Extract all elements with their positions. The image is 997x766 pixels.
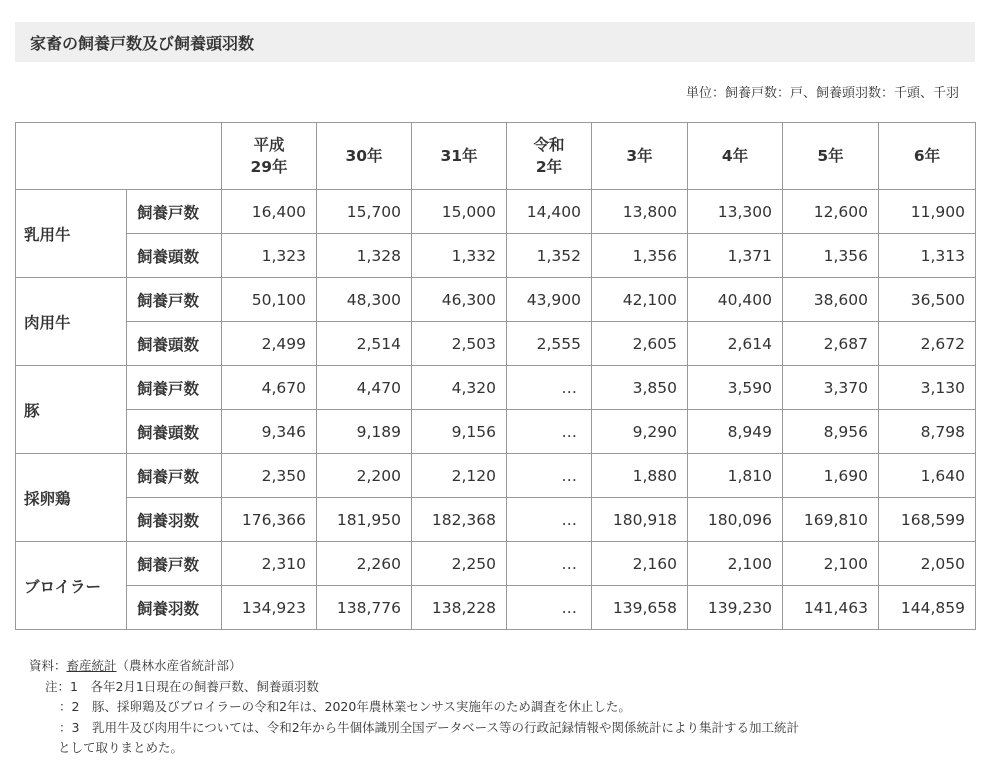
- metric-label: 飼養頭数: [127, 322, 222, 366]
- table-cell: 3,130: [879, 366, 976, 410]
- table-cell: 1,352: [507, 234, 592, 278]
- table-cell: 4,470: [317, 366, 412, 410]
- metric-label: 飼養頭数: [127, 410, 222, 454]
- table-cell: 11,900: [879, 190, 976, 234]
- table-cell: 15,700: [317, 190, 412, 234]
- table-row: [16, 366, 976, 410]
- header-year: 4年: [688, 123, 783, 190]
- table-cell: 139,230: [688, 586, 783, 630]
- table-cell: 180,918: [592, 498, 688, 542]
- table-cell: 36,500: [879, 278, 976, 322]
- metric-label: 飼養戸数: [127, 454, 222, 498]
- category-label: 乳用牛: [16, 190, 127, 278]
- table-cell: 1,690: [783, 454, 879, 498]
- livestock-table: [15, 122, 976, 630]
- table-row: [16, 410, 976, 454]
- table-cell: 2,100: [688, 542, 783, 586]
- metric-label: 飼養頭数: [127, 234, 222, 278]
- table-cell: 1,880: [592, 454, 688, 498]
- table-cell: 2,200: [317, 454, 412, 498]
- header-corner: [16, 123, 222, 190]
- table-cell: 1,356: [783, 234, 879, 278]
- table-cell: 8,956: [783, 410, 879, 454]
- table-cell: 9,156: [412, 410, 507, 454]
- source-prefix: 資料：: [29, 658, 67, 673]
- table-cell: 144,859: [879, 586, 976, 630]
- table-cell: 181,950: [317, 498, 412, 542]
- category-label: 豚: [16, 366, 127, 454]
- table-cell: 182,368: [412, 498, 507, 542]
- table-cell: 9,189: [317, 410, 412, 454]
- table-cell: 2,499: [222, 322, 317, 366]
- table-cell: 2,350: [222, 454, 317, 498]
- table-row: [16, 190, 976, 234]
- header-year: 3年: [592, 123, 688, 190]
- metric-label: 飼養戸数: [127, 542, 222, 586]
- table-cell: 3,370: [783, 366, 879, 410]
- table-cell: 9,346: [222, 410, 317, 454]
- table-cell: 139,658: [592, 586, 688, 630]
- header-year: 5年: [783, 123, 879, 190]
- metric-label: 飼養戸数: [127, 278, 222, 322]
- table-row: [16, 454, 976, 498]
- category-label: 採卵鶏: [16, 454, 127, 542]
- table-row: [16, 542, 976, 586]
- table-cell: 8,798: [879, 410, 976, 454]
- footnotes: [29, 656, 799, 759]
- table-row: [16, 278, 976, 322]
- metric-label: 飼養羽数: [127, 586, 222, 630]
- table-cell: 176,366: [222, 498, 317, 542]
- table-cell: 180,096: [688, 498, 783, 542]
- unit-note: 単位：飼養戸数：戸、飼養頭羽数：千頭、千羽: [685, 86, 959, 101]
- table-cell: 1,332: [412, 234, 507, 278]
- table-cell: 2,050: [879, 542, 976, 586]
- source-line: [29, 656, 799, 677]
- table-cell: 40,400: [688, 278, 783, 322]
- header-year: 6年: [879, 123, 976, 190]
- table-cell: 12,600: [783, 190, 879, 234]
- header-year: 30年: [317, 123, 412, 190]
- table-cell: …: [507, 586, 592, 630]
- table-cell: 1,810: [688, 454, 783, 498]
- table-cell: 2,687: [783, 322, 879, 366]
- page-title: 家畜の飼養戸数及び飼養頭羽数: [30, 33, 255, 53]
- table-cell: 2,250: [412, 542, 507, 586]
- table-cell: 2,605: [592, 322, 688, 366]
- table-row: [16, 586, 976, 630]
- table-cell: 2,160: [592, 542, 688, 586]
- table-row: [16, 498, 976, 542]
- table-cell: 14,400: [507, 190, 592, 234]
- header-year: 31年: [412, 123, 507, 190]
- table-cell: 1,640: [879, 454, 976, 498]
- table-cell: 2,672: [879, 322, 976, 366]
- note-3: ：3 乳用牛及び肉用牛については、令和2年から牛個体識別全国データベース等の行政記録情報や関係統計により集計する加工統計: [59, 719, 800, 735]
- table-cell: 3,590: [688, 366, 783, 410]
- note-1: 注：1 各年2月1日現在の飼養戸数、飼養頭羽数: [45, 678, 319, 694]
- table-cell: …: [507, 410, 592, 454]
- table-row: [16, 322, 976, 366]
- table-row: [16, 234, 976, 278]
- table-cell: 50,100: [222, 278, 317, 322]
- source-suffix: （農林水産省統計部）: [116, 658, 242, 673]
- table-cell: 138,228: [412, 586, 507, 630]
- table-cell: 46,300: [412, 278, 507, 322]
- category-label: ブロイラー: [16, 542, 127, 630]
- table-cell: 48,300: [317, 278, 412, 322]
- table-cell: 168,599: [879, 498, 976, 542]
- table-cell: 2,514: [317, 322, 412, 366]
- table-cell: 43,900: [507, 278, 592, 322]
- table-cell: 2,260: [317, 542, 412, 586]
- table-cell: 1,328: [317, 234, 412, 278]
- table-cell: 42,100: [592, 278, 688, 322]
- table-cell: 2,310: [222, 542, 317, 586]
- table-cell: 2,555: [507, 322, 592, 366]
- table-cell: 134,923: [222, 586, 317, 630]
- table-cell: 138,776: [317, 586, 412, 630]
- table-cell: 3,850: [592, 366, 688, 410]
- note-2: ：2 豚、採卵鶏及びブロイラーの令和2年は、2020年農林業センサス実施年のため調査を休止した。: [59, 699, 631, 714]
- table-cell: 2,614: [688, 322, 783, 366]
- table-cell: 2,100: [783, 542, 879, 586]
- page-title-bar: [15, 22, 975, 62]
- table-cell: 13,300: [688, 190, 783, 234]
- table-cell: 1,371: [688, 234, 783, 278]
- header-row: [16, 123, 976, 190]
- table-cell: 4,670: [222, 366, 317, 410]
- category-label: 肉用牛: [16, 278, 127, 366]
- table-cell: …: [507, 498, 592, 542]
- table-cell: 9,290: [592, 410, 688, 454]
- table-cell: 1,313: [879, 234, 976, 278]
- table-cell: 141,463: [783, 586, 879, 630]
- table-cell: 4,320: [412, 366, 507, 410]
- table-cell: 2,120: [412, 454, 507, 498]
- header-year: 令和 2年: [507, 123, 592, 190]
- table-cell: 169,810: [783, 498, 879, 542]
- table-cell: 1,356: [592, 234, 688, 278]
- source-link[interactable]: 畜産統計: [66, 658, 117, 673]
- table-cell: …: [507, 542, 592, 586]
- table-cell: 15,000: [412, 190, 507, 234]
- table-cell: …: [507, 366, 592, 410]
- note-3-continued: として取りまとめた。: [58, 740, 184, 755]
- table-cell: 13,800: [592, 190, 688, 234]
- header-year: 平成 29年: [222, 123, 317, 190]
- metric-label: 飼養戸数: [127, 190, 222, 234]
- table-cell: 16,400: [222, 190, 317, 234]
- metric-label: 飼養戸数: [127, 366, 222, 410]
- table-cell: 8,949: [688, 410, 783, 454]
- table-cell: 2,503: [412, 322, 507, 366]
- table-cell: 38,600: [783, 278, 879, 322]
- metric-label: 飼養羽数: [127, 498, 222, 542]
- table-cell: 1,323: [222, 234, 317, 278]
- table-cell: …: [507, 454, 592, 498]
